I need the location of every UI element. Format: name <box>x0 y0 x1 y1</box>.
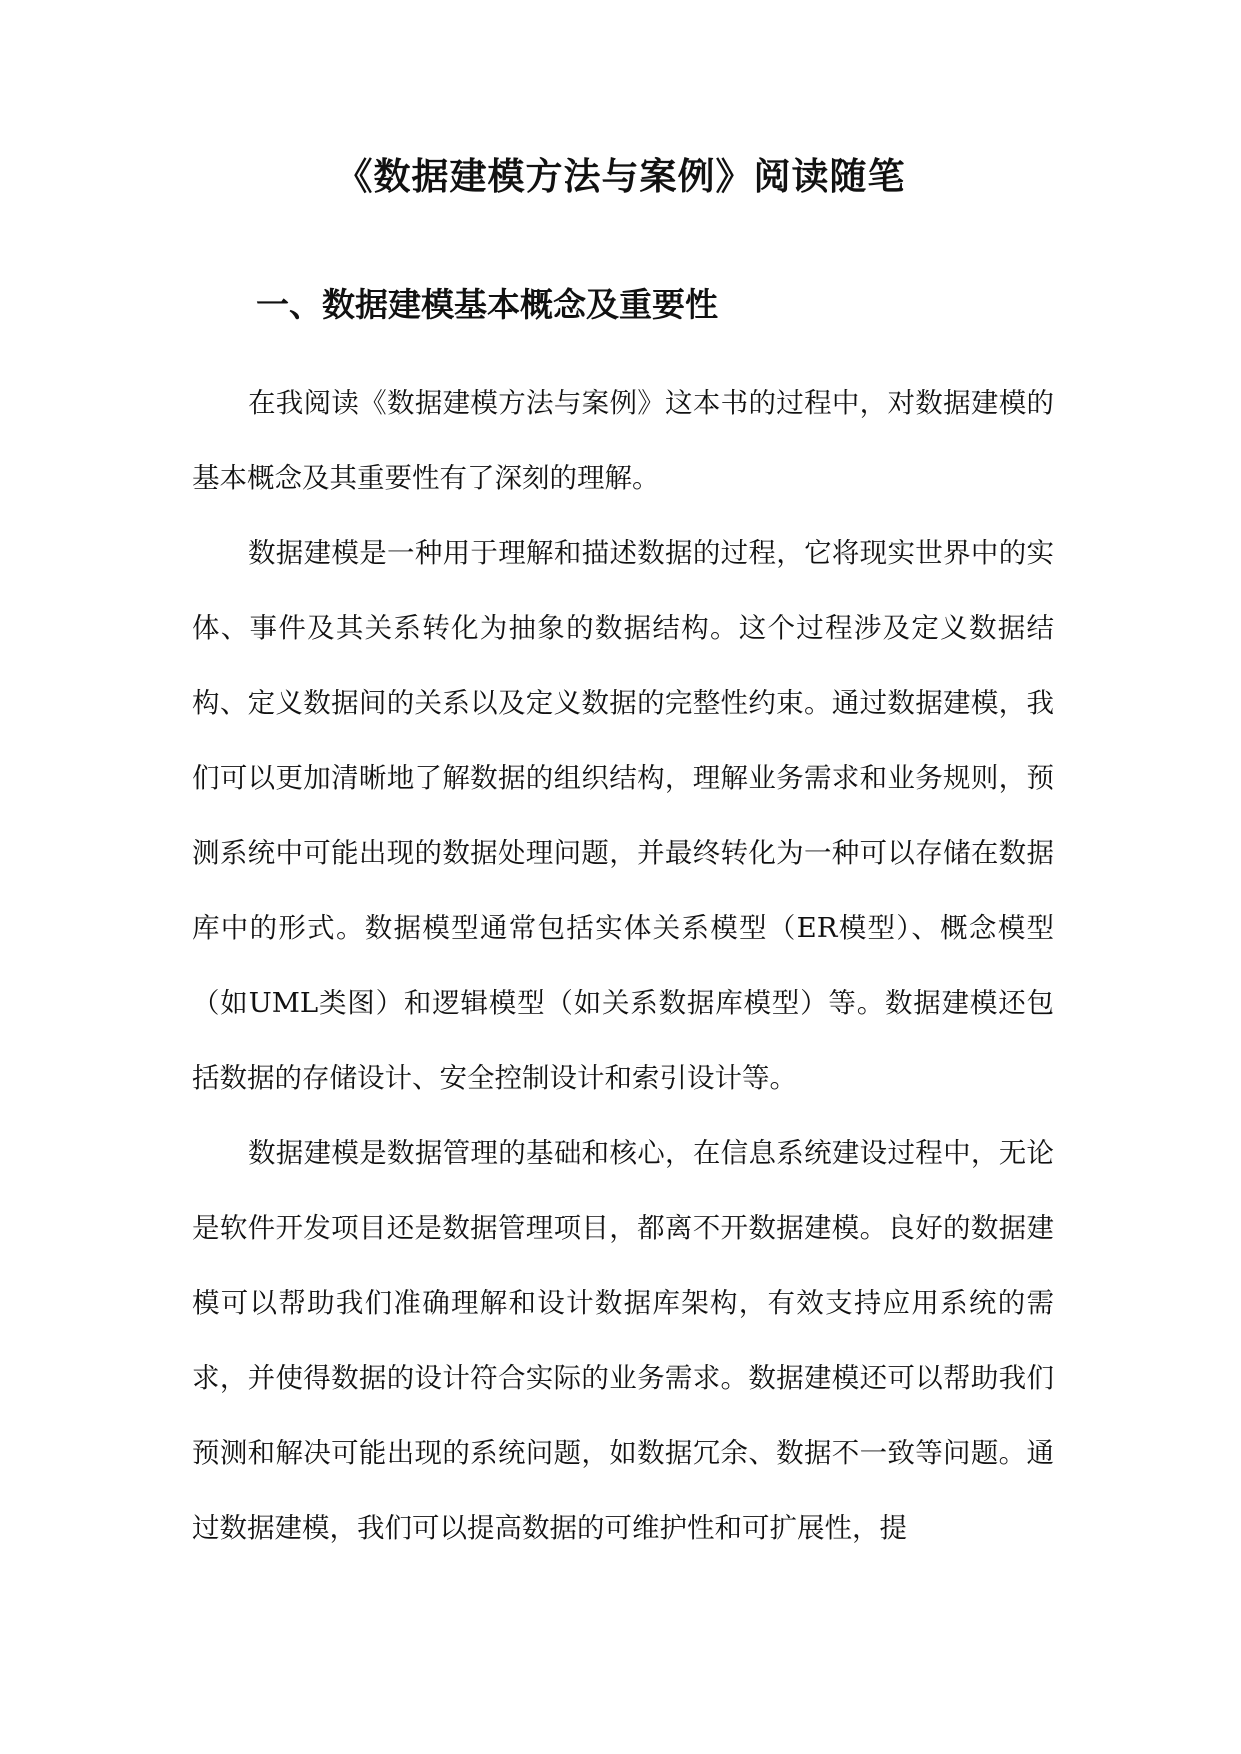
paragraph: 数据建模是一种用于理解和描述数据的过程，它将现实世界中的实体、事件及其关系转化为抽象的数据结构。这个过程涉及定义数据结构、定义数据间的关系以及定义数据的完整性约束。通过数据建模，我们可以更加清晰地了解数据的组织结构，理解业务需求和业务规则，预测系统中可能出现的数据处理问题，并最终转化为一种可以存储在数据库中的形式。数据模型通常包括实体关系模型（ER模型）、概念模型（如UML类图）和逻辑模型（如关系数据库模型）等。数据建模还包括数据的存储设计、安全控制设计和索引设计等。 <box>192 537 1054 1094</box>
paragraph: 在我阅读《数据建模方法与案例》这本书的过程中，对数据建模的基本概念及其重要性有了深刻的理解。 <box>192 387 1054 494</box>
document-title: 《数据建模方法与案例》阅读随笔 <box>335 154 906 198</box>
section-body <box>192 366 1054 1566</box>
section-heading: 一、数据建模基本概念及重要性 <box>256 285 718 324</box>
paragraph: 数据建模是数据管理的基础和核心，在信息系统建设过程中，无论是软件开发项目还是数据管理项目，都离不开数据建模。良好的数据建模可以帮助我们准确理解和设计数据库架构，有效支持应用系统的需求，并使得数据的设计符合实际的业务需求。数据建模还可以帮助我们预测和解决可能出现的系统问题，如数据冗余、数据不一致等问题。通过数据建模，我们可以提高数据的可维护性和可扩展性，提 <box>192 1137 1054 1544</box>
